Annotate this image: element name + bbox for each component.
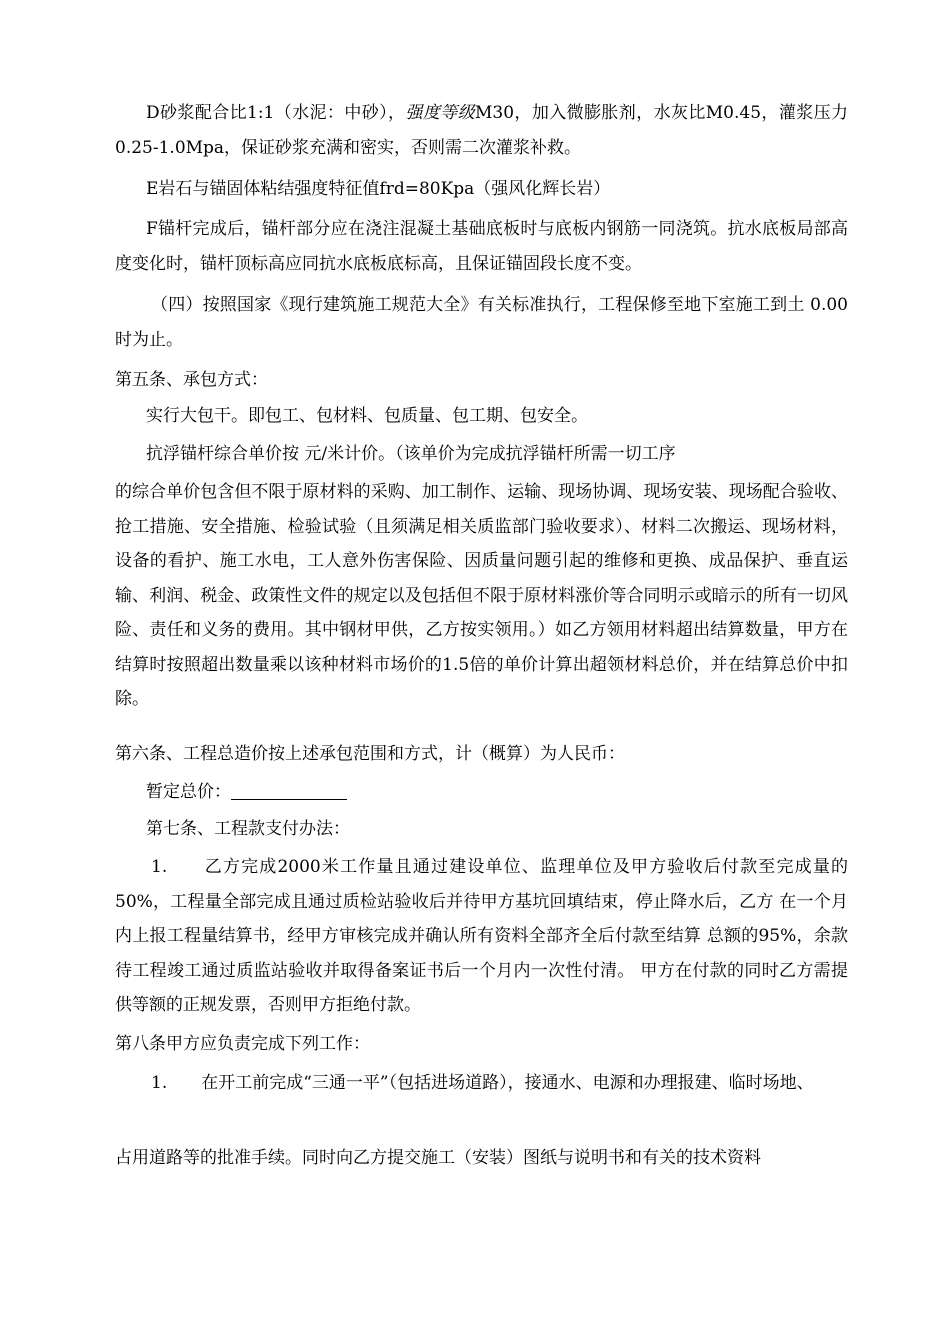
paragraph-4-standards: （四）按照国家《现行建筑施工规范大全》有关标准执行，工程保修至地下室施工到土 0.00时为止。 [115,295,848,350]
article-5-title: 第五条、承包方式： [115,370,268,390]
article-5-unit-price: 抗浮锚杆综合单价按 元/米计价。（该单价为完成抗浮锚杆所需一切工序 [146,444,676,464]
paragraph-d-text-a: D砂浆配合比1:1（水泥：中砂）， [146,103,406,123]
article-7-item-1: 1. 乙方完成2000米工作量且通过建设单位、监理单位及甲方验收后付款至完成量的 50%，工程量全部完成且通过质检站验收后并待甲方基坑回填结束，停止降水后，乙方 在一个月内上报工程量结算书，经甲方审核完成并确认所有资料全部齐全后付款至结算 总额的95%，余款待工程竣工通过质监站验收并取得备案证书后一个月内一次性付清。 甲方在付款的同时乙方需提供等额的正规发票，否则甲方拒绝付款。 [115,857,848,1015]
article-6-title: 第六条、工程总造价按上述承包范围和方式，计（概算）为人民币： [115,744,625,764]
paragraph-d-mortar [115,96,848,165]
article-5-unit-price-details: 的综合单价包含但不限于原材料的采购、加工制作、运输、现场协调、现场安装、现场配合验收、抢工措施、安全措施、检验试验（且须满足相关质监部门验收要求）、材料二次搬运、现场材料，设备的看护、施工水电，工人意外伤害保险、因质量问题引起的维修和更换、成品保护、垂直运输、利润、税金、政策性文件的规定以及包括但不限于原材料涨价等合同明示或暗示的所有一切风险、责任和义务的费用。其中钢材甲供，乙方按实领用。）如乙方领用材料超出结算数量，甲方在结算时按照超出数量乘以该种材料市场价的1.5倍的单价计算出超领材料总价，并在结算总价中扣除。 [115,482,848,709]
paragraph-d-text-b: M30，加入微膨胀剂，水灰比M0.45，灌浆压力0.25-1.0Mpa，保证砂浆充满和密实，否则需二次灌浆补救。 [115,103,849,158]
paragraph-f-anchor-casting: F锚杆完成后，锚杆部分应在浇注混凝土基础底板时与底板内钢筋一同浇筑。抗水底板局部高度变化时，锚杆顶标高应同抗水底板底标高，且保证锚固段长度不变。 [115,219,848,274]
article-6-provisional-total [115,775,848,810]
article-8-title: 第八条甲方应负责完成下列工作： [115,1034,370,1054]
article-7-title: 第七条、工程款支付办法： [146,819,350,839]
article-8-item-1: 1. 在开工前完成“三通一平”（包括进场道路），接通水、电源和办理报建、临时场地、 [151,1073,814,1093]
article-5-lump-sum: 实行大包干。即包工、包材料、包质量、包工期、包安全。 [146,406,588,426]
provisional-total-blank [231,781,347,800]
article-8-item-1-continued: 占用道路等的批准手续。同时向乙方提交施工（安装）图纸与说明书和有关的技术资料 [115,1148,761,1168]
paragraph-d-emphasis: 强度等级 [405,103,475,123]
provisional-total-label: 暂定总价： [146,782,231,802]
paragraph-e-bond-strength: E岩石与锚固体粘结强度特征值frd=80Kpa（强风化辉长岩） [146,179,611,199]
